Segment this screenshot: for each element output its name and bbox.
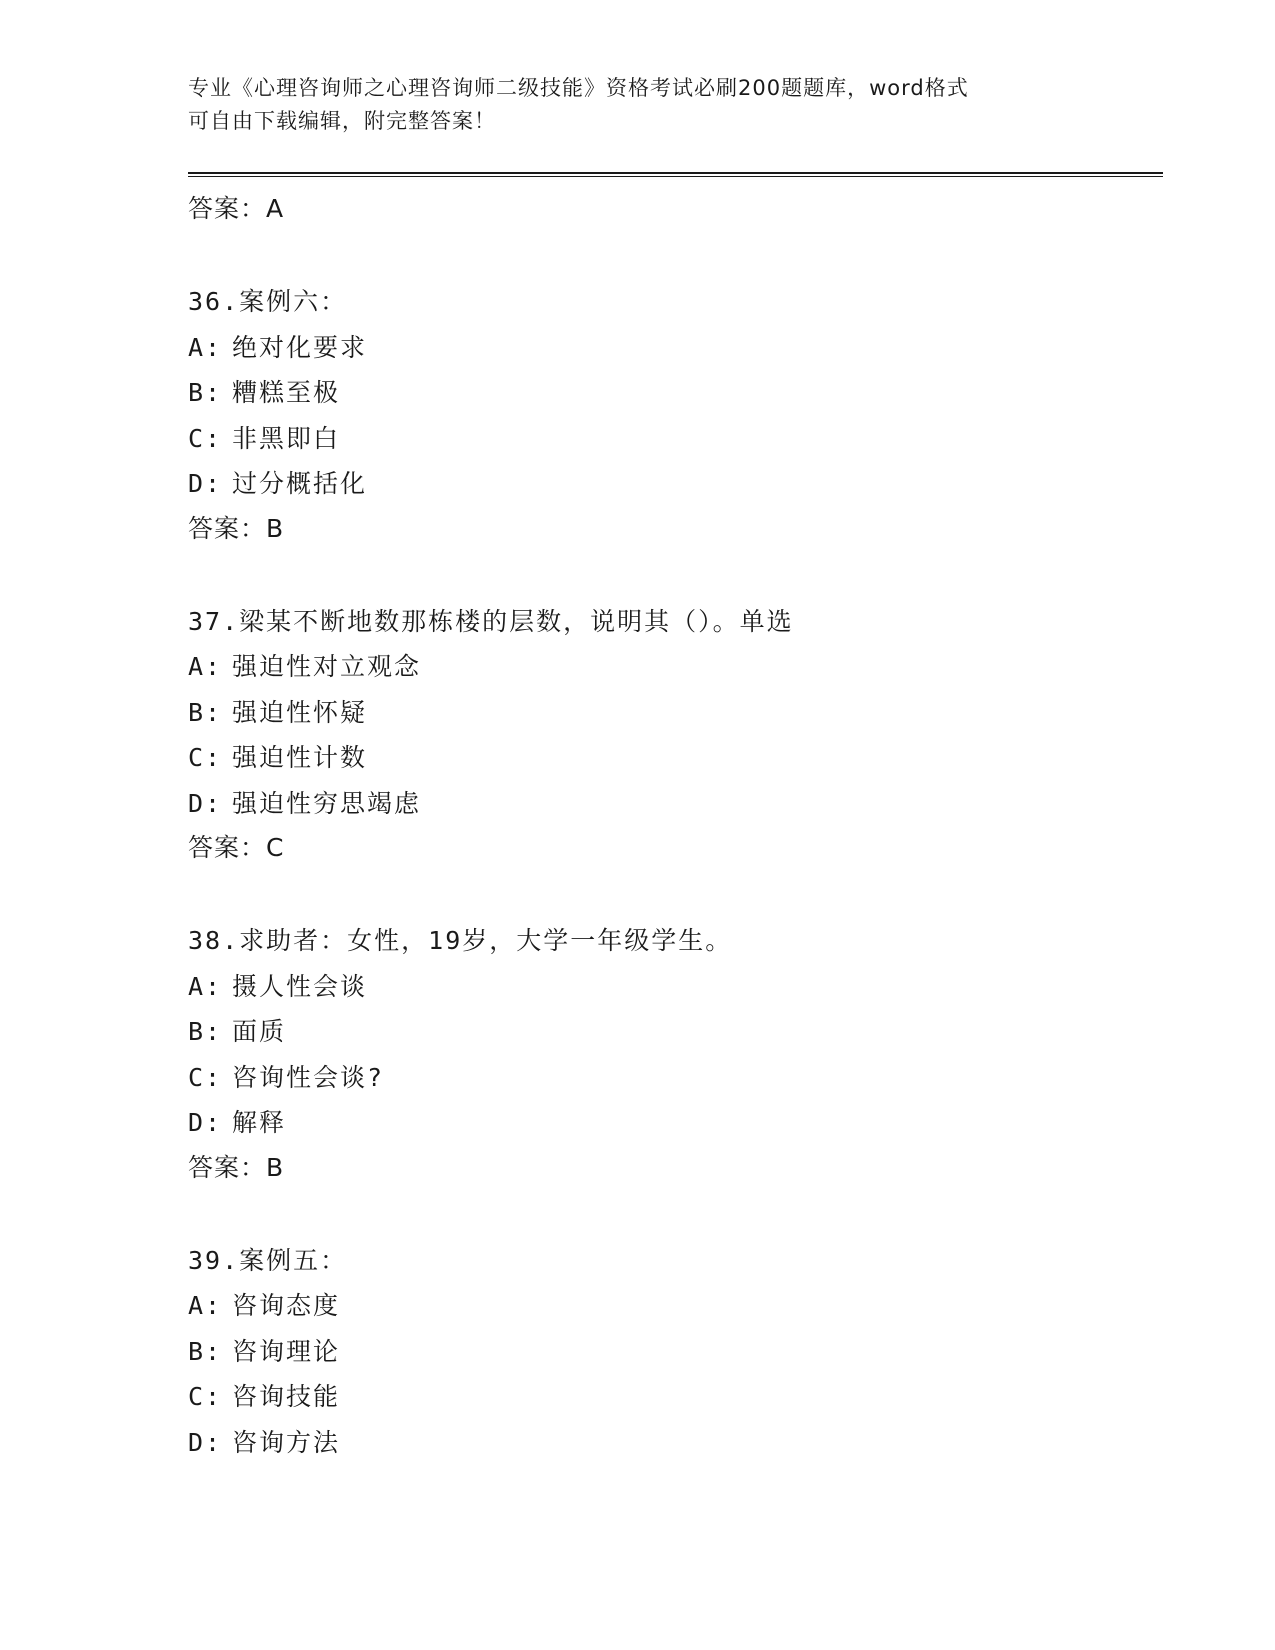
option-letter: A:	[188, 652, 223, 681]
option-d	[188, 781, 1168, 827]
header-divider	[188, 172, 1163, 177]
option-b	[188, 1009, 1168, 1055]
option-letter: C:	[188, 1062, 223, 1092]
question-stem: 37.梁某不断地数那栋楼的层数，说明其（）。单选	[188, 606, 794, 636]
question-stem: 36.案例六：	[188, 287, 348, 316]
option-text: 糟糕至极	[232, 378, 341, 407]
option-letter: D:	[188, 469, 223, 498]
option-text: 强迫性穷思竭虑	[232, 788, 422, 818]
question-item	[188, 279, 1168, 551]
option-d	[188, 461, 1168, 507]
option-letter: C:	[188, 423, 223, 453]
option-text: 强迫性对立观念	[232, 652, 422, 681]
option-letter: D:	[188, 1108, 223, 1137]
option-text: 过分概括化	[232, 469, 368, 498]
option-b	[188, 690, 1168, 736]
header-line-2: 可自由下载编辑，附完整答案！	[188, 109, 496, 133]
option-text: 咨询理论	[232, 1336, 341, 1366]
option-letter: C:	[188, 743, 223, 772]
option-letter: A:	[188, 332, 223, 362]
answer-text: 答案：B	[188, 1152, 285, 1182]
option-text: 绝对化要求	[232, 332, 368, 362]
option-letter: A:	[188, 971, 223, 1001]
question-item	[188, 599, 1168, 871]
option-text: 强迫性怀疑	[232, 697, 368, 727]
option-c	[188, 1374, 1168, 1420]
option-a	[188, 325, 1168, 371]
option-text: 解释	[232, 1108, 287, 1137]
option-text: 咨询技能	[232, 1382, 341, 1411]
option-c	[188, 416, 1168, 462]
option-letter: D:	[188, 1427, 223, 1457]
option-text: 面质	[232, 1017, 287, 1046]
option-a	[188, 644, 1168, 690]
option-text: 咨询性会谈?	[232, 1062, 385, 1092]
option-letter: B:	[188, 1336, 223, 1366]
option-letter: C:	[188, 1382, 223, 1411]
option-text: 摄人性会谈	[232, 971, 368, 1001]
document-page	[188, 72, 1168, 1465]
question-stem: 38.求助者：女性，19岁，大学一年级学生。	[188, 926, 733, 955]
answer-text: 答案：B	[188, 513, 285, 543]
option-letter: B:	[188, 1017, 223, 1046]
answer-text: 答案：A	[188, 194, 285, 223]
option-letter: B:	[188, 697, 223, 727]
option-d	[188, 1420, 1168, 1466]
option-text: 强迫性计数	[232, 743, 368, 772]
option-letter: A:	[188, 1291, 223, 1320]
question-item	[188, 1238, 1168, 1466]
option-b	[188, 1329, 1168, 1375]
document-header	[188, 72, 1168, 138]
question-item	[188, 918, 1168, 1190]
option-a	[188, 1283, 1168, 1329]
option-d	[188, 1100, 1168, 1146]
option-text: 非黑即白	[232, 423, 341, 453]
option-c	[188, 1055, 1168, 1101]
answer-text: 答案：C	[188, 833, 285, 862]
option-a	[188, 964, 1168, 1010]
option-b	[188, 370, 1168, 416]
option-c	[188, 735, 1168, 781]
question-stem: 39.案例五：	[188, 1245, 348, 1275]
header-line-1: 专业《心理咨询师之心理咨询师二级技能》资格考试必刷200题题库，word格式	[188, 76, 969, 100]
option-letter: B:	[188, 378, 223, 407]
option-text: 咨询态度	[232, 1291, 341, 1320]
option-text: 咨询方法	[232, 1427, 341, 1457]
option-letter: D:	[188, 788, 223, 818]
